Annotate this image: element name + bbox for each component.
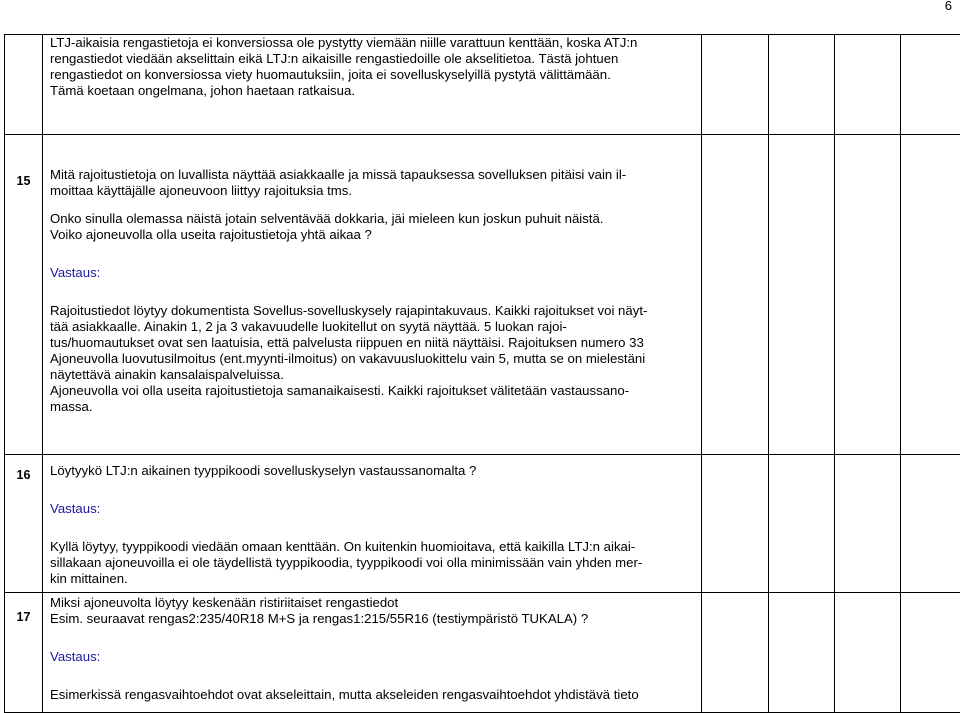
qa-table bbox=[4, 34, 960, 713]
empty-cell bbox=[702, 135, 769, 455]
answer-label: Vastaus: bbox=[50, 265, 695, 281]
empty-cell bbox=[835, 135, 901, 455]
empty-cell bbox=[901, 35, 960, 135]
answer-line: Rajoitustiedot löytyy dokumentista Sovellus-sovelluskysely rajapintakuvaus. Kaikki rajoitukset voi näyt- bbox=[50, 303, 695, 319]
text-line: rengastiedot viedään akselittain eikä LTJ:n aikaisille rengastiedoille ole akselitietoa. Tästä johtuen bbox=[50, 51, 695, 67]
question-line: Mitä rajoitustietoja on luvallista näyttää asiakkaalle ja missä tapauksessa sovelluksen pitäisi vain il- bbox=[50, 167, 695, 183]
row-content bbox=[43, 35, 702, 135]
empty-cell bbox=[901, 135, 960, 455]
empty-cell bbox=[835, 455, 901, 593]
question-line: Onko sinulla olemassa näistä jotain selventävää dokkaria, jäi mieleen kun joskun puhuit näistä. bbox=[50, 211, 695, 227]
text-line: rengastiedot on konversiossa viety huomautuksiin, joita ei sovelluskyselyillä pystytä välittämään. bbox=[50, 67, 695, 83]
empty-cell bbox=[769, 135, 835, 455]
question-line: moittaa käyttäjälle ajoneuvoon liittyy rajoituksia tms. bbox=[50, 183, 695, 199]
question-line: Voiko ajoneuvolla olla useita rajoitustietoja yhtä aikaa ? bbox=[50, 227, 695, 243]
answer-line: sillakaan ajoneuvoilla ei ole täydellistä tyyppikoodia, tyyppikoodi voi olla minimissään vain yhden mer- bbox=[50, 555, 695, 571]
empty-cell bbox=[769, 35, 835, 135]
text-line: Tämä koetaan ongelmana, johon haetaan ratkaisua. bbox=[50, 83, 695, 99]
answer-line: tus/huomautukset ovat sen laatuisia, että palvelusta riippuen en niitä näyttäisi. Rajoituksen numero 33 bbox=[50, 335, 695, 351]
row-content bbox=[43, 455, 702, 593]
empty-cell bbox=[769, 455, 835, 593]
page-number: 6 bbox=[945, 0, 952, 13]
table-row bbox=[5, 593, 960, 713]
empty-cell bbox=[702, 35, 769, 135]
answer-line: näytettävä ainakin kansalaispalveluissa. bbox=[50, 367, 695, 383]
question-line: Löytyykö LTJ:n aikainen tyyppikoodi sovelluskyselyn vastaussanomalta ? bbox=[50, 463, 695, 479]
row-number: 15 bbox=[5, 135, 43, 455]
answer-label: Vastaus: bbox=[50, 649, 695, 665]
answer-line: Ajoneuvolla luovutusilmoitus (ent.myynti-ilmoitus) on vakavuusluokittelu vain 5, mutta se on mielestäni bbox=[50, 351, 695, 367]
row-number: 16 bbox=[5, 455, 43, 593]
table-row bbox=[5, 135, 960, 455]
question-line: Miksi ajoneuvolta löytyy keskenään ristiriitaiset rengastiedot bbox=[50, 595, 695, 611]
answer-line: Ajoneuvolla voi olla useita rajoitustietoja samanaikaisesti. Kaikki rajoitukset välitetään vastaussano- bbox=[50, 383, 695, 399]
empty-cell bbox=[769, 593, 835, 713]
table-row bbox=[5, 455, 960, 593]
table-row bbox=[5, 35, 960, 135]
empty-cell bbox=[901, 455, 960, 593]
empty-cell bbox=[835, 593, 901, 713]
answer-line: Esimerkissä rengasvaihtoehdot ovat akseleittain, mutta akseleiden rengasvaihtoehdot yhdistävä tieto bbox=[50, 687, 695, 703]
answer-line: tää asiakkaalle. Ainakin 1, 2 ja 3 vakavuudelle luokitellut on syytä näyttää. 5 luokan rajoi- bbox=[50, 319, 695, 335]
answer-line: massa. bbox=[50, 399, 695, 415]
empty-cell bbox=[901, 593, 960, 713]
question-line: Esim. seuraavat rengas2:235/40R18 M+S ja rengas1:215/55R16 (testiympäristö TUKALA) ? bbox=[50, 611, 695, 627]
row-number: 17 bbox=[5, 593, 43, 713]
answer-label: Vastaus: bbox=[50, 501, 695, 517]
empty-cell bbox=[702, 593, 769, 713]
row-content bbox=[43, 593, 702, 713]
empty-cell bbox=[835, 35, 901, 135]
answer-line: kin mittainen. bbox=[50, 571, 695, 587]
text-line: LTJ-aikaisia rengastietoja ei konversiossa ole pystytty viemään niille varattuun kenttään, koska ATJ:n bbox=[50, 35, 695, 51]
row-content bbox=[43, 135, 702, 455]
row-number bbox=[5, 35, 43, 135]
empty-cell bbox=[702, 455, 769, 593]
answer-line: Kyllä löytyy, tyyppikoodi viedään omaan kenttään. On kuitenkin huomioitava, että kaikilla LTJ:n aikai- bbox=[50, 539, 695, 555]
